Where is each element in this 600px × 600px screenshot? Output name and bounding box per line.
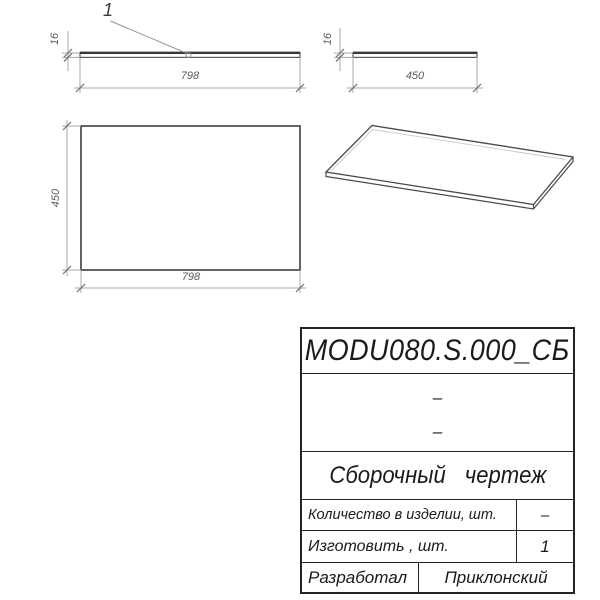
front-length-label: 798 (180, 70, 200, 82)
manufacture-value: 1 (516, 531, 573, 562)
qty-in-product-value: – (516, 500, 573, 530)
side-view (334, 28, 483, 93)
title-block-drawing-number-row (302, 329, 573, 374)
title-block-manufacture-row (302, 531, 573, 563)
side-thickness-label: 16 (322, 32, 334, 46)
qty-in-product-label: Количество в изделии, шт. (308, 507, 497, 523)
iso-top-face (326, 126, 573, 205)
title-block-developer-row (302, 563, 573, 592)
callout-balloon-1: 1 (103, 0, 114, 20)
manufacture-label: Изготовить , шт. (308, 537, 449, 555)
front-thickness-label: 16 (49, 32, 61, 46)
developed-by-value: Приклонский (444, 567, 548, 587)
side-thickness-dimension (334, 28, 353, 71)
side-depth-label: 450 (405, 70, 425, 82)
plan-panel-outline (81, 126, 300, 270)
blank-dash-bottom: – (432, 422, 443, 441)
isometric-view (326, 126, 573, 210)
plan-depth-label: 450 (50, 188, 62, 208)
title-block-blank-row (302, 374, 573, 452)
title-block-document-type-row (302, 452, 573, 500)
plan-view (62, 120, 306, 293)
developed-by-label: Разработал (302, 563, 419, 592)
callout-leader-line (111, 21, 187, 53)
document-type: Сборочный чертеж (329, 461, 546, 489)
title-block-qty-row (302, 500, 573, 531)
title-block (300, 327, 575, 594)
blank-dash-top: – (432, 388, 443, 407)
drawing-number: MODU080.S.000_СБ (305, 334, 570, 367)
plan-length-label: 798 (181, 271, 201, 283)
front-view (62, 21, 306, 93)
plan-depth-dimension (62, 120, 81, 276)
front-thickness-dimension (62, 31, 80, 71)
